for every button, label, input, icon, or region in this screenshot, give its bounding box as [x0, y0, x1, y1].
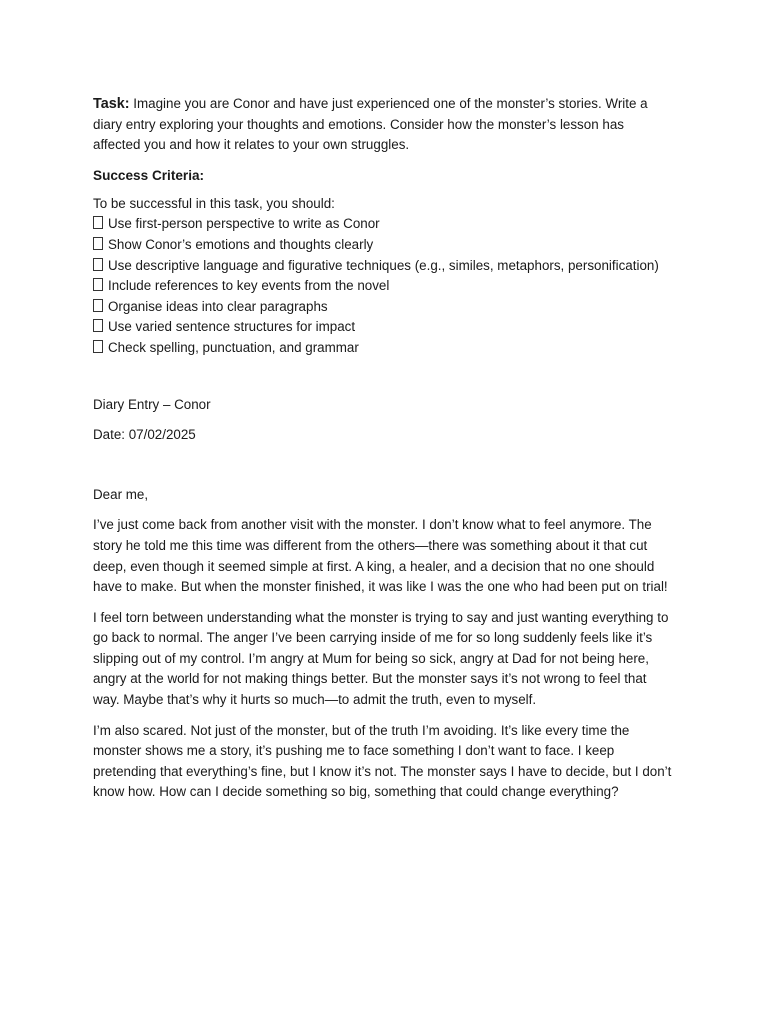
task-text: Imagine you are Conor and have just experienced one of the monster’s stories. Write a diary entry exploring your thoughts and emotions. Consider how the monster’s lesson has affected you and how it relates to your own struggles. — [93, 96, 648, 153]
checkbox-icon — [93, 258, 103, 271]
task-paragraph — [93, 94, 675, 156]
diary-date: Date: 07/02/2025 — [93, 427, 196, 443]
checkbox-icon — [93, 237, 103, 250]
criteria-item: Show Conor’s emotions and thoughts clearly — [93, 235, 675, 256]
checkbox-icon — [93, 299, 103, 312]
diary-paragraph: I’ve just come back from another visit with the monster. I don’t know what to feel anymore. The story he told me this time was different from the others—there was something about it that cut deep, even though it seemed simple at first. A king, a healer, and a decision that no one should have to make. But when the monster finished, it was like I was the one who had been put on trial! — [93, 517, 668, 595]
checkbox-icon — [93, 340, 103, 353]
criteria-item: Check spelling, punctuation, and grammar — [93, 338, 675, 359]
diary-greeting: Dear me, — [93, 486, 149, 502]
criteria-item: Organise ideas into clear paragraphs — [93, 297, 675, 318]
success-criteria-list — [93, 214, 675, 358]
diary-paragraph: I feel torn between understanding what the monster is trying to say and just wanting everything to go back to normal. The anger I’ve been carrying inside of me for so long suddenly feels like it’s slipping out of my control. I’m angry at Mum for being so sick, angry at Dad for not being here, angry at the world for not making things better. But the monster says it’s not wrong to feel that way. Maybe that’s why it hurts so much—to admit the truth, even to myself. — [93, 609, 669, 708]
spacer — [93, 415, 675, 425]
checkbox-icon — [93, 319, 103, 332]
task-label: Task: — [93, 96, 130, 112]
success-criteria-intro: To be successful in this task, you should: — [93, 195, 335, 211]
spacer — [93, 446, 675, 485]
success-criteria-heading: Success Criteria: — [93, 167, 205, 183]
criteria-item: Use varied sentence structures for impact — [93, 317, 675, 338]
criteria-item: Use first-person perspective to write as Conor — [93, 214, 675, 235]
document-page — [93, 94, 675, 813]
criteria-item: Include references to key events from the novel — [93, 276, 675, 297]
checkbox-icon — [93, 216, 103, 229]
criteria-item: Use descriptive language and figurative techniques (e.g., similes, metaphors, personification) — [93, 256, 675, 277]
diary-paragraph: I’m also scared. Not just of the monster, but of the truth I’m avoiding. It’s like every time the monster shows me a story, it’s pushing me to face something I don’t want to face. I keep pretending that everything’s fine, but I know it’s not. The monster says I have to decide, but I don’t know how. How can I decide something so big, something that could change everything? — [93, 722, 672, 800]
spacer — [93, 359, 675, 395]
checkbox-icon — [93, 278, 103, 291]
diary-title: Diary Entry – Conor — [93, 396, 211, 412]
